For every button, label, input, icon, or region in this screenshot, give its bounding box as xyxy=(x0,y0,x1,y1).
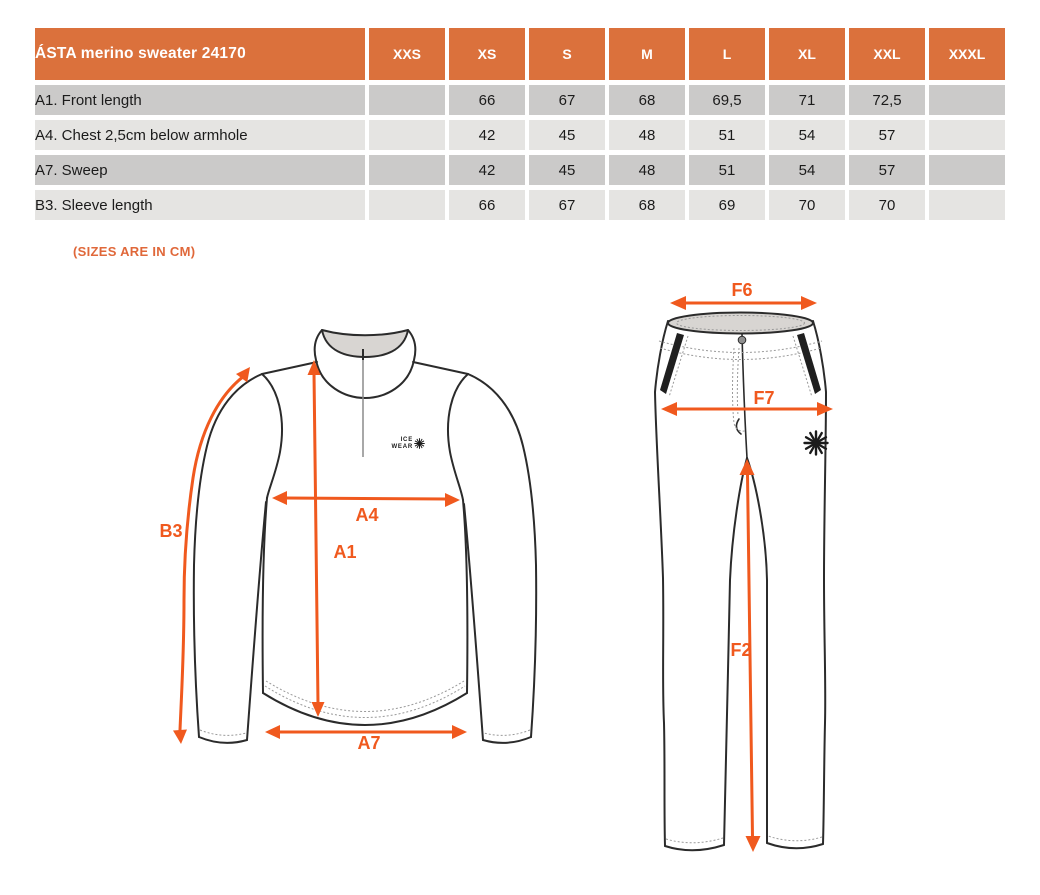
size-value: 70 xyxy=(849,190,925,220)
a1-label: A1 xyxy=(333,542,357,562)
pants-stitching xyxy=(659,336,822,843)
sweater-measurement-diagram xyxy=(140,290,580,770)
hem xyxy=(263,693,467,725)
brand-logo-top: ICE xyxy=(400,437,413,443)
size-value: 51 xyxy=(689,155,765,185)
row-label: A1. Front length xyxy=(35,85,365,115)
brand-logo xyxy=(391,437,424,450)
cuff-left xyxy=(199,737,247,743)
pants-measurement-diagram xyxy=(620,278,1040,878)
size-value: 45 xyxy=(529,120,605,150)
a7-label: A7 xyxy=(357,733,381,753)
size-value xyxy=(369,85,445,115)
a7-measure-arrow xyxy=(265,725,467,753)
a1-measure-arrow xyxy=(308,360,357,717)
size-col-header-s: S xyxy=(529,28,605,80)
size-value: 70 xyxy=(769,190,845,220)
product-title: ÁSTA merino sweater 24170 xyxy=(35,28,365,80)
size-value: 68 xyxy=(609,190,685,220)
size-value: 69,5 xyxy=(689,85,765,115)
size-chart-table xyxy=(31,23,1009,225)
raglan-seam-left xyxy=(262,374,282,498)
leg-hem-left xyxy=(665,845,724,850)
size-value: 57 xyxy=(849,120,925,150)
size-value xyxy=(929,155,1005,185)
collar-inside xyxy=(322,330,408,357)
size-value: 51 xyxy=(689,120,765,150)
raglan-seam-right xyxy=(448,374,468,500)
size-value: 68 xyxy=(609,85,685,115)
f2-label: F2 xyxy=(730,640,752,660)
table-row-sleeve-length xyxy=(35,190,1005,220)
leg-outer-left xyxy=(655,321,668,846)
brand-snowflake-icon xyxy=(415,439,425,449)
size-col-header-xxl: XXL xyxy=(849,28,925,80)
size-col-header-xl: XL xyxy=(769,28,845,80)
leg-hem-right xyxy=(767,843,823,848)
size-value: 57 xyxy=(849,155,925,185)
b3-label: B3 xyxy=(159,521,183,541)
size-value xyxy=(369,190,445,220)
f7-label: F7 xyxy=(753,388,775,408)
a4-measure-arrow xyxy=(272,491,460,525)
row-label: A7. Sweep xyxy=(35,155,365,185)
size-value: 66 xyxy=(449,190,525,220)
size-col-header-xxxl: XXXL xyxy=(929,28,1005,80)
size-value: 48 xyxy=(609,155,685,185)
size-value xyxy=(369,155,445,185)
shoulder-seam-right xyxy=(413,362,468,374)
fly-hook xyxy=(736,419,741,434)
size-value: 69 xyxy=(689,190,765,220)
size-value: 42 xyxy=(449,155,525,185)
f7-measure-arrow xyxy=(661,388,833,416)
table-row-front-length xyxy=(35,85,1005,115)
f6-measure-arrow xyxy=(670,280,817,310)
size-value: 72,5 xyxy=(849,85,925,115)
table-row-chest xyxy=(35,120,1005,150)
size-value: 67 xyxy=(529,190,605,220)
size-value: 66 xyxy=(449,85,525,115)
size-value xyxy=(369,120,445,150)
size-value: 71 xyxy=(769,85,845,115)
size-value: 48 xyxy=(609,120,685,150)
f6-label: F6 xyxy=(731,280,753,300)
size-col-header-l: L xyxy=(689,28,765,80)
size-value xyxy=(929,190,1005,220)
size-value: 67 xyxy=(529,85,605,115)
size-value: 54 xyxy=(769,155,845,185)
sizes-note: (SIZES ARE IN CM) xyxy=(73,244,196,259)
cuff-right xyxy=(483,737,531,743)
brand-logo-bottom: WEAR xyxy=(391,444,413,450)
size-col-header-xxs: XXS xyxy=(369,28,445,80)
waist-button xyxy=(738,336,746,344)
row-label: B3. Sleeve length xyxy=(35,190,365,220)
size-col-header-xs: XS xyxy=(449,28,525,80)
sweater-outline xyxy=(194,330,536,743)
leg-outer-right xyxy=(813,321,826,844)
row-label: A4. Chest 2,5cm below armhole xyxy=(35,120,365,150)
size-value xyxy=(929,85,1005,115)
size-value: 42 xyxy=(449,120,525,150)
a4-label: A4 xyxy=(355,505,379,525)
table-row-sweep xyxy=(35,155,1005,185)
size-col-header-m: M xyxy=(609,28,685,80)
pants-outline xyxy=(655,321,826,850)
size-chart-header-row xyxy=(35,28,1005,80)
size-value xyxy=(929,120,1005,150)
size-value: 54 xyxy=(769,120,845,150)
size-value: 45 xyxy=(529,155,605,185)
pants-snowflake-icon xyxy=(805,432,828,455)
b3-measure-arrow xyxy=(159,367,250,744)
